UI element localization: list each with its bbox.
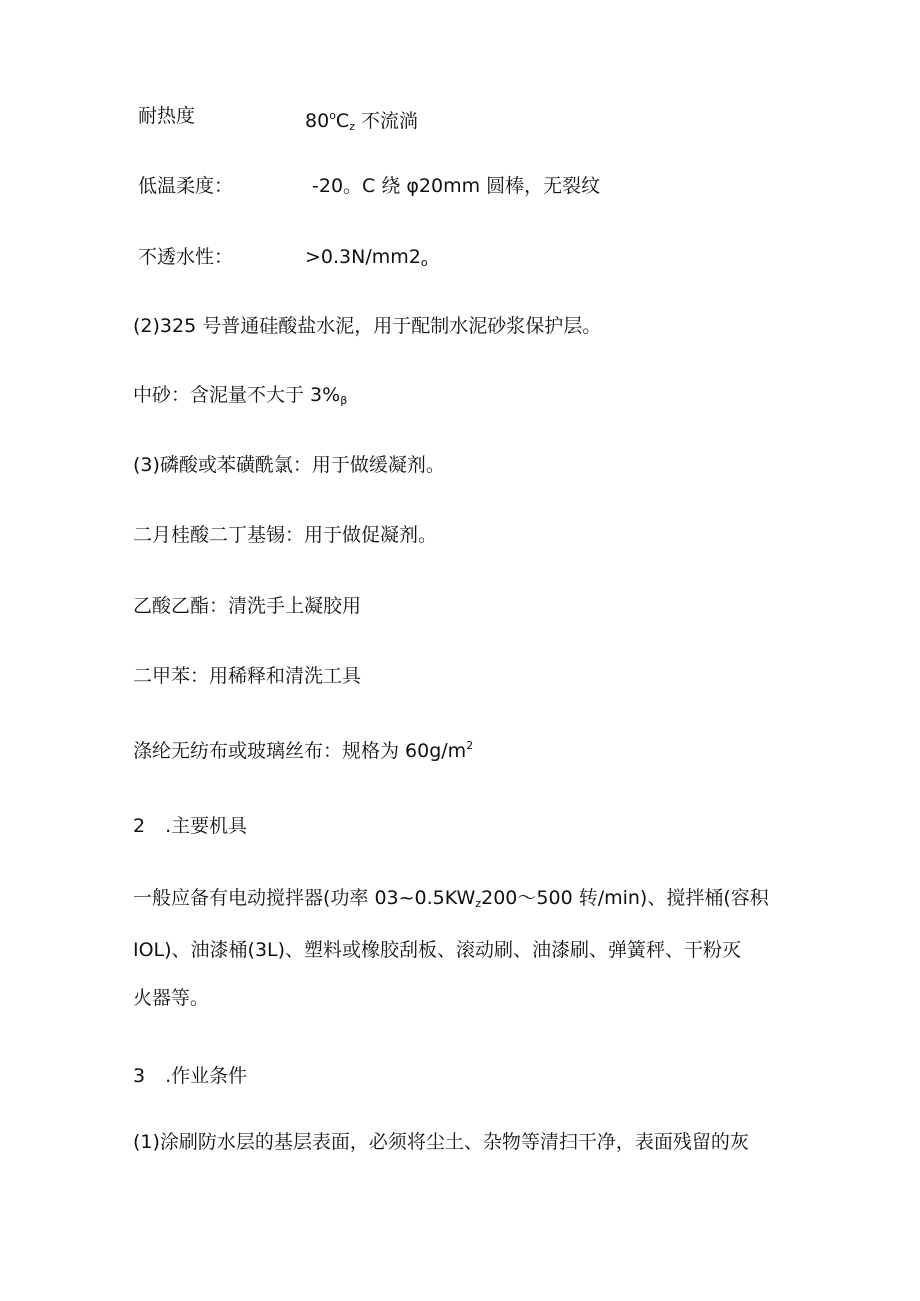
section-title: .作业条件: [165, 1065, 248, 1087]
section-number: 2: [133, 815, 146, 837]
paragraph-tools-line-3: 火器等。: [133, 987, 210, 1009]
section-number: 3: [133, 1065, 146, 1087]
property-label-impermeability: 不透水性：: [138, 246, 234, 268]
paragraph-cement: (2)325 号普通硅酸盐水泥，用于配制水泥砂浆保护层。: [133, 315, 602, 337]
paragraph-sand: 中砂：含泥量不大于 $3\%_\beta$: [133, 384, 348, 407]
paragraph-tools-line-2: IOL)、油漆桶(3L)、塑料或橡胶刮板、滚动刷、油漆刷、弹簧秤、干粉灭: [133, 939, 742, 961]
paragraph-conditions-line-1: (1)涂刷防水层的基层表面，必须将尘土、杂物等清扫干净，表面残留的灰: [133, 1131, 749, 1153]
property-label-low-temp-flexibility: 低温柔度：: [138, 175, 234, 197]
section-title: .主要机具: [165, 815, 248, 837]
paragraph-tools-line-1: 一般应备有电动搅拌器(功率 $03\sim 0.5KW_z200\sim 500$ 转/min)、搅拌桶(容积: [133, 887, 769, 910]
paragraph-ethyl-acetate: 乙酸乙酯：清洗手上凝胶用: [133, 595, 362, 617]
section-heading-main-tools: [133, 814, 247, 838]
property-value-heat-resistance: $80^oC_z$ 不流淌: [305, 109, 419, 133]
property-value-low-temp-flexibility: -20。C 绕 φ20mm 圆棒，无裂纹: [312, 175, 601, 197]
paragraph-retarder: (3)磷酸或苯磺酰氯：用于做缓凝剂。: [133, 454, 445, 476]
paragraph-fabric: 涤纶无纺布或玻璃丝布：规格为 $60g∕m^2$: [133, 739, 474, 762]
property-value-impermeability: $>0.3N∕mm2_o$: [305, 246, 428, 269]
paragraph-xylene: 二甲苯：用稀释和清洗工具: [133, 665, 362, 687]
paragraph-accelerator: 二月桂酸二丁基锡：用于做促凝剂。: [133, 524, 438, 546]
section-heading-work-conditions: [133, 1064, 247, 1088]
property-label-heat-resistance: 耐热度: [138, 105, 196, 127]
